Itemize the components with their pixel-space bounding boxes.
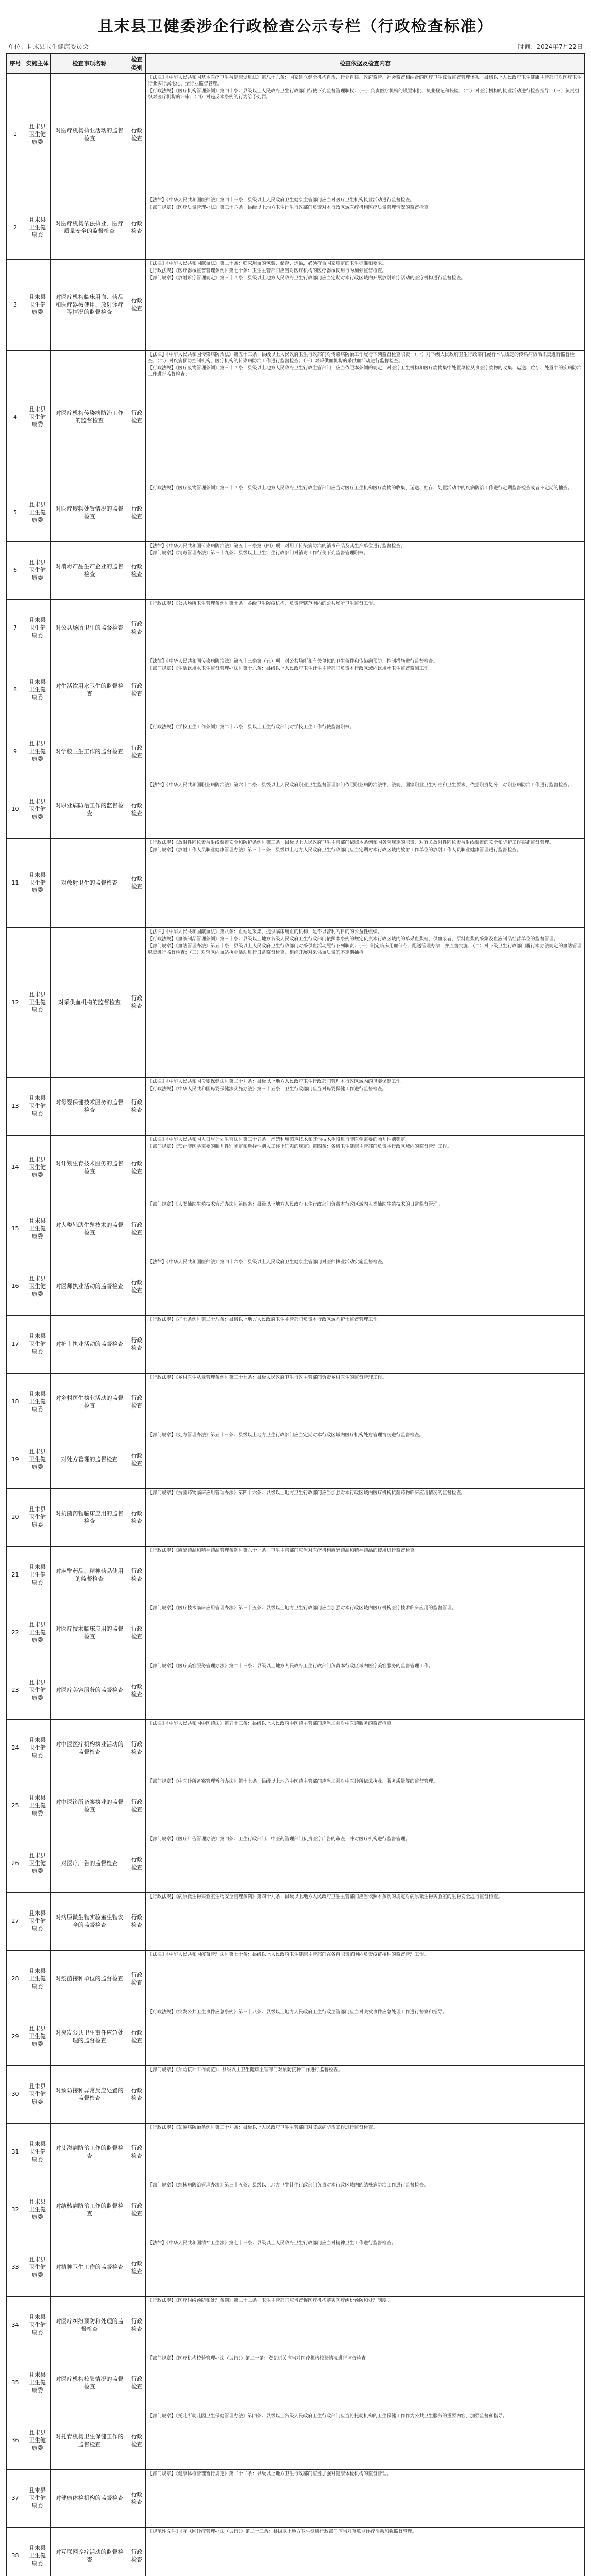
unit-label: 单位：且末县卫生健康委员会 [8, 43, 89, 50]
row-type: 行政检查 [128, 196, 146, 260]
row-number: 2 [7, 196, 24, 260]
row-type: 行政检查 [128, 1662, 146, 1720]
row-item: 对健康体检机构的监督检查 [51, 2470, 128, 2528]
row-basis [146, 1777, 585, 1835]
row-basis [146, 484, 585, 542]
row-item: 对医师执业活动的监督检查 [51, 1258, 128, 1316]
row-subject: 且末县卫生健康委 [24, 2239, 51, 2297]
table-row [7, 2181, 585, 2239]
row-subject: 且末县卫生健康委 [24, 1547, 51, 1604]
row-number: 12 [7, 928, 24, 1078]
row-basis [146, 2297, 585, 2354]
basis-paragraph: 【法律】《中华人民共和国中医药法》第五十三条：县级以上人民政府中医药主管部门应当加强对中医药服务的监督检查。 [148, 1721, 396, 1726]
row-subject: 且末县卫生健康委 [24, 2528, 51, 2576]
row-item: 对病原微生物实验室生物安全的监督检查 [51, 1893, 128, 1951]
row-number: 16 [7, 1258, 24, 1316]
row-item: 对医疗机构临床用血、药品和医疗器械使用、放射诊疗等情况的监督检查 [51, 260, 128, 351]
basis-paragraph: 【行政法规】《放射性同位素与射线装置安全和防护条例》第三条：县级以上人民政府卫生主管部门依照本条例和国务院规定的职责，对有关放射性同位素与射线装置的安全和防护工作实施监督管理。 [148, 840, 554, 845]
row-type: 行政检查 [128, 1374, 146, 1431]
row-type: 行政检查 [128, 74, 146, 196]
row-number: 34 [7, 2297, 24, 2354]
inspection-table [6, 53, 585, 2576]
row-subject: 且末县卫生健康委 [24, 1720, 51, 1777]
row-type: 行政检查 [128, 542, 146, 600]
header-subject: 实施主体 [24, 54, 51, 74]
row-type: 行政检查 [128, 2181, 146, 2239]
row-item: 对艾滋病防治工作的监督检查 [51, 2124, 128, 2181]
row-subject: 且末县卫生健康委 [24, 1431, 51, 1489]
row-basis [146, 2354, 585, 2412]
row-subject: 且末县卫生健康委 [24, 351, 51, 484]
header-item: 检查事项名称 [51, 54, 128, 74]
row-basis [146, 2470, 585, 2528]
table-row [7, 600, 585, 657]
table-row [7, 1547, 585, 1604]
row-basis [146, 1489, 585, 1547]
basis-paragraph: 【部门规章】《医疗广告管理办法》第四条：卫生行政部门、中医药管理部门负责医疗广告的审查，并对医疗机构进行监督管理。 [148, 1837, 410, 1842]
row-basis [146, 839, 585, 928]
row-basis [146, 2181, 585, 2239]
row-item: 对中医医疗机构执业活动的监督检查 [51, 1720, 128, 1777]
row-type: 行政检查 [128, 1316, 146, 1374]
row-subject: 且末县卫生健康委 [24, 600, 51, 657]
row-subject: 且末县卫生健康委 [24, 1835, 51, 1893]
basis-paragraph: 【行政法规】《医疗废物管理条例》第三十四条：县级以上地方人民政府卫生行政主管部门应当对医疗卫生机构医疗废物的收集、运送、贮存、处置活动中的疾病防治工作进行定期监督检查或者不定期的抽查。 [148, 486, 572, 491]
row-number: 23 [7, 1662, 24, 1720]
row-number: 13 [7, 1078, 24, 1136]
row-type: 行政检查 [128, 1136, 146, 1200]
basis-paragraph: 【部门规章】《健康体检管理暂行规定》第二十二条：县级以上地方卫生行政部门应当加强对健康体检机构的监督管理。 [148, 2471, 392, 2477]
basis-paragraph: 【法律】《中华人民共和国精神卫生法》第七十三条：县级以上人民政府卫生行政部门应当对精神卫生工作进行监督检查。 [148, 2241, 396, 2246]
row-item: 对公共场所卫生的监督检查 [51, 600, 128, 657]
basis-paragraph: 【行政法规】《医疗机构管理条例》第四十条：县级以上人民政府卫生行政部门行使下列监督管理职权：（一）负责医疗机构的设置审批、执业登记和校验；（二）对医疗机构的执业活动进行检查指导；（三）负责组织对医疗机构的评审；（四）对违反本条例的行为给予处罚。 [148, 89, 580, 100]
row-item: 对医疗纠纷预防和处理的监督检查 [51, 2297, 128, 2354]
table-row [7, 1835, 585, 1893]
basis-paragraph: 【部门规章】《医疗质量管理办法》第三十六条：县级以上地方卫生计生行政部门负责对本行政区域医疗机构医疗质量管理情况的监督检查。 [148, 205, 433, 211]
row-type: 行政检查 [128, 1893, 146, 1951]
row-subject: 且末县卫生健康委 [24, 2354, 51, 2412]
row-basis [146, 657, 585, 723]
table-row [7, 839, 585, 928]
row-type: 行政检查 [128, 2124, 146, 2181]
row-subject: 且末县卫生健康委 [24, 74, 51, 196]
row-number: 8 [7, 657, 24, 723]
basis-paragraph: 【法律】《中华人民共和国医师法》第四十三条：县级以上人民政府卫生健康主管部门应当对医疗卫生机构执业活动进行监督检查。 [148, 198, 415, 203]
basis-paragraph: 【行政法规】《医疗废物管理条例》第三十四条：县级以上地方人民政府卫生行政主管部门，应当依照本条例的规定，对医疗卫生机构和医疗废物集中处置单位从事医疗废物的收集、运送、贮存、处置中的疾病防治工作进行监督检查。 [148, 366, 582, 378]
basis-paragraph: 【部门规章】《托儿所幼儿园卫生保健管理办法》第四条：县级以上各级人民政府卫生行政部门应当将托幼机构的卫生保健工作作为公共卫生服务的重要内容，加强监督和指导。 [148, 2414, 508, 2419]
row-subject: 且末县卫生健康委 [24, 1604, 51, 1662]
row-basis [146, 2239, 585, 2297]
row-subject: 且末县卫生健康委 [24, 1374, 51, 1431]
basis-paragraph: 【法律】《中华人民共和国职业病防治法》第六十二条：县级以上人民政府职业卫生监督管理部门依照职业病防治法律、法规、国家职业卫生标准和卫生要求，依据职责划分，对职业病防治工作进行监督检查。 [148, 783, 572, 788]
row-subject: 且末县卫生健康委 [24, 1316, 51, 1374]
row-subject: 且末县卫生健康委 [24, 1078, 51, 1136]
table-row [7, 351, 585, 484]
row-subject: 且末县卫生健康委 [24, 2470, 51, 2528]
row-type: 行政检查 [128, 1835, 146, 1893]
row-basis [146, 1547, 585, 1604]
row-basis [146, 196, 585, 260]
basis-paragraph: 【法律】《中华人民共和国人口与计划生育法》第三十五条：严禁利用超声技术和其他技术手段进行非医学需要的胎儿性别鉴定。 [148, 1137, 410, 1142]
basis-paragraph: 【部门规章】《人类辅助生殖技术管理办法》第四条：县级以上地方人民政府卫生行政部门负责本行政区域内人类辅助生殖技术的日常监督管理。 [148, 1202, 443, 1207]
basis-paragraph: 【行政法规】《艾滋病防治条例》第三十九条：县级以上人民政府卫生主管部门对艾滋病防治工作进行监督检查。 [148, 2125, 378, 2130]
basis-paragraph: 【行政法规】《突发公共卫生事件应急条例》第三十八条：县级以上地方人民政府卫生行政主管部门应当对突发事件应急处理工作进行督察和指导。 [148, 2010, 447, 2015]
row-number: 32 [7, 2181, 24, 2239]
row-item: 对结核病防治工作的监督检查 [51, 2181, 128, 2239]
table-row [7, 1489, 585, 1547]
basis-paragraph: 【部门规章】《放射诊疗管理规定》第三十四条：县级以上地方人民政府卫生行政部门应当定期对本行政区域内开展放射诊疗活动的医疗机构进行监督检查。 [148, 276, 466, 281]
table-row [7, 74, 585, 196]
row-item: 对人类辅助生殖技术的监督检查 [51, 1200, 128, 1258]
row-number: 11 [7, 839, 24, 928]
header-basis: 检查依据及检查内容 [146, 54, 585, 74]
row-type: 行政检查 [128, 839, 146, 928]
table-row [7, 2239, 585, 2297]
date-label: 时间：2024年7月22日 [518, 43, 583, 50]
row-item: 对职业病防治工作的监督检查 [51, 781, 128, 839]
row-type: 行政检查 [128, 1547, 146, 1604]
row-number: 30 [7, 2066, 24, 2124]
table-row [7, 1078, 585, 1136]
row-type: 行政检查 [128, 2412, 146, 2470]
table-row [7, 2354, 585, 2412]
row-basis [146, 1893, 585, 1951]
basis-paragraph: 【部门规章】《处方管理办法》第五十三条：县级以上地方卫生行政部门应当定期对本行政区域内医疗机构处方管理情况进行监督检查。 [148, 1433, 424, 1438]
table-row [7, 1431, 585, 1489]
row-number: 33 [7, 2239, 24, 2297]
row-number: 1 [7, 74, 24, 196]
table-row [7, 1893, 585, 1951]
row-item: 对医疗机构依法执业、医疗质量安全的监督检查 [51, 196, 128, 260]
row-subject: 且末县卫生健康委 [24, 542, 51, 600]
row-type: 行政检查 [128, 1604, 146, 1662]
row-item: 对麻醉药品、精神药品使用的监督检查 [51, 1547, 128, 1604]
row-number: 9 [7, 723, 24, 781]
basis-paragraph: 【部门规章】《结核病防治管理办法》第三十五条：县级以上地方卫生计生行政部门负责对本行政区域内的结核病防治工作进行监督检查。 [148, 2183, 429, 2188]
row-item: 对计划生育技术服务的监督检查 [51, 1136, 128, 1200]
basis-paragraph: 【法律】《中华人民共和国母婴保健法》第二十九条：县级以上地方人民政府卫生行政部门管理本行政区域内的母婴保健工作。 [148, 1079, 406, 1084]
table-row [7, 1604, 585, 1662]
basis-paragraph: 【法律】《中华人民共和国基本医疗卫生与健康促进法》第八十六条：国家建立健全机构自治、行业自律、政府监管、社会监督相结合的医疗卫生综合监督管理体系。县级以上人民政府卫生健康主管部门对医疗卫生行业实行属地化、全行业监督管理。 [148, 75, 582, 87]
basis-paragraph: 【法律】《中华人民共和国疫苗管理法》第七十条：县级以上人民政府卫生健康主管部门在各自职责范围内负责疫苗接种的监督管理工作。 [148, 1952, 429, 1957]
row-type: 行政检查 [128, 2239, 146, 2297]
row-number: 15 [7, 1200, 24, 1258]
basis-paragraph: 【部门规章】《预防接种工作规范》：县级以上卫生健康主管部门对预防接种工作进行监督检查。 [148, 2067, 343, 2073]
row-number: 21 [7, 1547, 24, 1604]
row-number: 28 [7, 1951, 24, 2008]
row-subject: 且末县卫生健康委 [24, 928, 51, 1078]
row-number: 10 [7, 781, 24, 839]
row-type: 行政检查 [128, 1720, 146, 1777]
table-row [7, 2008, 585, 2066]
row-item: 对采供血机构的监督检查 [51, 928, 128, 1078]
row-basis [146, 74, 585, 196]
row-subject: 且末县卫生健康委 [24, 2066, 51, 2124]
row-item: 对中医诊所备案执业的监督检查 [51, 1777, 128, 1835]
row-number: 3 [7, 260, 24, 351]
row-basis [146, 1078, 585, 1136]
row-item: 对医疗美容服务的监督检查 [51, 1662, 128, 1720]
row-number: 5 [7, 484, 24, 542]
row-type: 行政检查 [128, 1078, 146, 1136]
row-type: 行政检查 [128, 657, 146, 723]
table-row [7, 723, 585, 781]
row-basis [146, 2528, 585, 2576]
basis-paragraph: 【部门规章】《医疗技术临床应用管理办法》第三十五条：县级以上地方卫生行政部门应当加强对本行政区域内医疗机构医疗技术临床应用的监督管理。 [148, 1606, 457, 1611]
basis-paragraph: 【行政法规】《公共场所卫生管理条例》第十条：各级卫生防疫机构，负责管辖范围内的公共场所卫生监督工作。 [148, 601, 378, 606]
row-basis [146, 600, 585, 657]
table-row [7, 657, 585, 723]
row-type: 行政检查 [128, 1951, 146, 2008]
row-item: 对预防接种异常反应处置的监督检查 [51, 2066, 128, 2124]
row-subject: 且末县卫生健康委 [24, 781, 51, 839]
row-basis [146, 1662, 585, 1720]
row-type: 行政检查 [128, 2066, 146, 2124]
basis-paragraph: 【法律】《中华人民共和国献血法》第八条：血站是采集、提供临床用血的机构，是不以营利为目的的公益性组织。 [148, 929, 382, 935]
basis-paragraph: 【部门规章】《消毒管理办法》第三十九条：县级以上卫生计生行政部门对消毒工作行使下列监督管理职权。 [148, 551, 368, 556]
row-basis [146, 542, 585, 600]
header-no: 序号 [7, 54, 24, 74]
row-number: 7 [7, 600, 24, 657]
row-type: 行政检查 [128, 600, 146, 657]
basis-paragraph: 【行政法规】《乡村医生从业管理条例》第三十七条：县级人民政府卫生行政主管部门负责乡村医生的监督管理工作。 [148, 1375, 387, 1380]
row-number: 18 [7, 1374, 24, 1431]
row-subject: 且末县卫生健康委 [24, 1777, 51, 1835]
row-number: 37 [7, 2470, 24, 2528]
table-row [7, 1374, 585, 1431]
basis-paragraph: 【行政法规】《医疗器械监督管理条例》第七十条：卫生主管部门应当对医疗机构的医疗器械使用行为加强监督检查。 [148, 268, 387, 274]
basis-paragraph: 【行政法规】《麻醉药品和精神药品管理条例》第六十一条：卫生主管部门应当对医疗机构麻醉药品和精神药品的使用进行监督检查。 [148, 1548, 419, 1553]
basis-paragraph: 【部门规章】《血站管理办法》第五十条：县级以上人民政府卫生行政部门对采供血活动履行下列职责：（一）制定临床用血储存、配送管理办法，并监督实施；（二）对下级卫生行政部门履行本办法规定的血站管理职责进行监督检查；（三）对辖区内血站执业活动进行日常监督检查，组织开展对采供血质量的不定期抽检。 [148, 944, 582, 956]
basis-paragraph: 【法律】《中华人民共和国传染病防治法》第五十三条第（四）项：对用于传染病防治的消毒产品及其生产单位进行监督检查。 [148, 544, 406, 549]
row-item: 对抗菌药物临床应用的监督检查 [51, 1489, 128, 1547]
row-item: 对生活饮用水卫生的监督检查 [51, 657, 128, 723]
row-basis [146, 1200, 585, 1258]
row-subject: 且末县卫生健康委 [24, 2181, 51, 2239]
row-basis [146, 351, 585, 484]
table-row [7, 484, 585, 542]
row-number: 20 [7, 1489, 24, 1547]
page-title: 且末县卫健委涉企行政检查公示专栏（行政检查标准） [97, 18, 494, 36]
row-basis [146, 723, 585, 781]
row-item: 对医疗机构执业活动的监督检查 [51, 74, 128, 196]
row-item: 对突发公共卫生事件应急处理的监督检查 [51, 2008, 128, 2066]
row-item: 对精神卫生工作的监督检查 [51, 2239, 128, 2297]
row-type: 行政检查 [128, 928, 146, 1078]
row-number: 38 [7, 2528, 24, 2576]
row-type: 行政检查 [128, 1258, 146, 1316]
table-row [7, 196, 585, 260]
row-item: 对医疗废物处置情况的监督检查 [51, 484, 128, 542]
header-type: 检查类别 [128, 54, 146, 74]
basis-paragraph: 【部门规章】《生活饮用水卫生监督管理办法》第十六条：县级以上人民政府卫生计生主管部门负责本行政区域内饮用水卫生监督监测工作。 [148, 666, 433, 672]
basis-paragraph: 【行政法规】《血液制品管理条例》第三十条：县级以上地方各级人民政府卫生行政部门依照本条例的规定负责本行政区域内的单采血浆站、供血浆者、原料血浆的采集及血液制品经营单位的监督管理。 [148, 937, 559, 942]
row-type: 行政检查 [128, 2354, 146, 2412]
row-type: 行政检查 [128, 2008, 146, 2066]
basis-paragraph: 【行政法规】《医疗纠纷预防和处理条例》第二十二条：卫生主管部门应当督促医疗机构落实医疗纠纷预防和处理制度。 [148, 2298, 392, 2303]
row-basis [146, 1431, 585, 1489]
row-basis [146, 2412, 585, 2470]
basis-paragraph: 【法律】《中华人民共和国献血法》第二十条：临床用血的包装、储存、运输，必须符合国家规定的卫生标准和要求。 [148, 261, 387, 266]
table-body [7, 74, 585, 2576]
table-row [7, 2528, 585, 2576]
row-number: 31 [7, 2124, 24, 2181]
row-item: 对处方管理的监督检查 [51, 1431, 128, 1489]
table-row [7, 1662, 585, 1720]
row-subject: 且末县卫生健康委 [24, 2412, 51, 2470]
row-subject: 且末县卫生健康委 [24, 2008, 51, 2066]
row-basis [146, 2066, 585, 2124]
row-subject: 且末县卫生健康委 [24, 1200, 51, 1258]
row-item: 对消毒产品生产企业的监督检查 [51, 542, 128, 600]
row-subject: 且末县卫生健康委 [24, 1136, 51, 1200]
row-subject: 且末县卫生健康委 [24, 196, 51, 260]
row-number: 35 [7, 2354, 24, 2412]
basis-paragraph: 【部门规章】《放射工作人员职业健康管理办法》第三十三条：县级以上地方人民政府卫生行政部门应当定期对本行政区域内放射工作单位的放射工作人员职业健康管理进行监督检查。 [148, 848, 521, 853]
row-basis [146, 1316, 585, 1374]
row-item: 对护士执业活动的监督检查 [51, 1316, 128, 1374]
row-subject: 且末县卫生健康委 [24, 1489, 51, 1547]
row-type: 行政检查 [128, 781, 146, 839]
table-row [7, 781, 585, 839]
row-type: 行政检查 [128, 2528, 146, 2576]
basis-paragraph: 【部门规章】《医疗机构校验管理办法（试行）》第二十条：登记机关应当对医疗机构校验情况进行监督检查。 [148, 2356, 371, 2361]
row-subject: 且末县卫生健康委 [24, 260, 51, 351]
basis-paragraph: 【规范性文件】《互联网诊疗管理办法（试行）》第二十三条：县级以上地方卫生健康行政部门应当对互联网诊疗活动加强监督管理。 [148, 2529, 417, 2534]
table-row [7, 1951, 585, 2008]
row-basis [146, 1951, 585, 2008]
row-item: 对医疗机构校验情况的监督检查 [51, 2354, 128, 2412]
row-subject: 且末县卫生健康委 [24, 484, 51, 542]
row-subject: 且末县卫生健康委 [24, 1951, 51, 2008]
row-item: 对医疗机构传染病防治工作的监督检查 [51, 351, 128, 484]
basis-paragraph: 【法律】《中华人民共和国传染病防治法》第五十三条：县级以上人民政府卫生行政部门对传染病防治工作履行下列监督检查职责：（一）对下级人民政府卫生行政部门履行本法规定的传染病防治职责进行监督检查；（二）对疾病预防控制机构、医疗机构的传染病防治工作进行监督检查；（三）对采供血机构的采供血活动进行监督检查。 [148, 352, 575, 364]
row-number: 6 [7, 542, 24, 600]
row-item: 对学校卫生工作的监督检查 [51, 723, 128, 781]
basis-paragraph: 【法律】《中华人民共和国医师法》第四十六条：县级以上人民政府卫生健康主管部门对医师执业活动实施监督检查。 [148, 1260, 387, 1265]
basis-paragraph: 【法律】《中华人民共和国传染病防治法》第五十三条第（五）项：对公共场所和有关单位的卫生条件和传染病预防、控制措施进行监督检查。 [148, 659, 438, 664]
row-basis [146, 928, 585, 1078]
row-item: 对托育机构卫生保健工作的监督检查 [51, 2412, 128, 2470]
row-basis [146, 1374, 585, 1431]
table-row [7, 2066, 585, 2124]
row-subject: 且末县卫生健康委 [24, 723, 51, 781]
row-item: 对疫苗接种单位的监督检查 [51, 1951, 128, 2008]
row-subject: 且末县卫生健康委 [24, 1893, 51, 1951]
row-basis [146, 781, 585, 839]
basis-paragraph: 【部门规章】《医疗美容服务管理办法》第二十三条：县级以上地方人民政府卫生行政部门负责本行政区域内医疗美容服务的监督管理工作。 [148, 1664, 433, 1669]
row-number: 17 [7, 1316, 24, 1374]
row-item: 对放射卫生的监督检查 [51, 839, 128, 928]
row-basis [146, 1720, 585, 1777]
row-basis [146, 1604, 585, 1662]
basis-paragraph: 【部门规章】《抗菌药物临床应用管理办法》第四十六条：县级以上地方卫生行政部门应当加强对本行政区域内医疗机构抗菌药物临床应用情况的监督检查。 [148, 1490, 466, 1496]
table-row [7, 928, 585, 1078]
basis-paragraph: 【行政法规】《中华人民共和国母婴保健法实施办法》第三十五条：卫生行政部门应当对母婴保健工作进行监督检查。 [148, 1087, 387, 1092]
row-type: 行政检查 [128, 2470, 146, 2528]
table-row [7, 542, 585, 600]
table-row [7, 2470, 585, 2528]
row-number: 27 [7, 1893, 24, 1951]
row-number: 22 [7, 1604, 24, 1662]
row-basis [146, 2124, 585, 2181]
row-basis [146, 2008, 585, 2066]
row-item: 对乡村医生执业活动的监督检查 [51, 1374, 128, 1431]
table-row [7, 1200, 585, 1258]
table-row [7, 1258, 585, 1316]
row-subject: 且末县卫生健康委 [24, 2124, 51, 2181]
row-number: 14 [7, 1136, 24, 1200]
row-number: 29 [7, 2008, 24, 2066]
row-number: 26 [7, 1835, 24, 1893]
row-number: 24 [7, 1720, 24, 1777]
row-basis [146, 260, 585, 351]
table-row [7, 2297, 585, 2354]
row-subject: 且末县卫生健康委 [24, 839, 51, 928]
row-subject: 且末县卫生健康委 [24, 2297, 51, 2354]
basis-paragraph: 【部门规章】《禁止非医学需要的胎儿性别鉴定和选择性别人工终止妊娠的规定》第四条：各级卫生健康主管部门负责本行政区域内的监督管理工作。 [148, 1144, 452, 1150]
row-basis [146, 1258, 585, 1316]
row-number: 36 [7, 2412, 24, 2470]
row-subject: 且末县卫生健康委 [24, 657, 51, 723]
table-header-row [7, 54, 585, 74]
row-number: 4 [7, 351, 24, 484]
row-type: 行政检查 [128, 723, 146, 781]
row-number: 19 [7, 1431, 24, 1489]
row-type: 行政检查 [128, 2297, 146, 2354]
row-item: 对互联网诊疗活动的监督检查 [51, 2528, 128, 2576]
row-type: 行政检查 [128, 351, 146, 484]
row-subject: 且末县卫生健康委 [24, 1258, 51, 1316]
table-row [7, 2124, 585, 2181]
table-row [7, 1777, 585, 1835]
table-row [7, 1316, 585, 1374]
table-row [7, 1720, 585, 1777]
row-type: 行政检查 [128, 1200, 146, 1258]
table-row [7, 2412, 585, 2470]
row-item: 对医疗广告的监督检查 [51, 1835, 128, 1893]
basis-paragraph: 【行政法规】《学校卫生工作条例》第二十八条：县以上卫生行政部门对学校卫生工作行使监督职权。 [148, 725, 354, 730]
basis-paragraph: 【行政法规】《护士条例》第二十八条：县级以上地方人民政府卫生主管部门负责本行政区域内护士监督管理工作。 [148, 1317, 382, 1323]
table-row [7, 260, 585, 351]
row-type: 行政检查 [128, 484, 146, 542]
row-basis [146, 1136, 585, 1200]
meta-line [6, 42, 585, 53]
row-basis [146, 1835, 585, 1893]
basis-paragraph: 【行政法规】《病原微生物实验室生物安全管理条例》第四十九条：县级以上地方人民政府卫生主管部门应当依照本条例的规定对病原微生物实验室的生物安全进行监督检查。 [148, 1894, 503, 1900]
basis-paragraph: 【部门规章】《中医诊所备案管理暂行办法》第十七条：县级以上地方中医药主管部门应当加强对中医诊所依法执业、服务质量等的监督管理。 [148, 1779, 438, 1784]
row-type: 行政检查 [128, 1777, 146, 1835]
row-item: 对母婴保健技术服务的监督检查 [51, 1078, 128, 1136]
row-subject: 且末县卫生健康委 [24, 1662, 51, 1720]
row-type: 行政检查 [128, 1489, 146, 1547]
row-type: 行政检查 [128, 1431, 146, 1489]
row-type: 行政检查 [128, 260, 146, 351]
table-row [7, 1136, 585, 1200]
row-number: 25 [7, 1777, 24, 1835]
row-item: 对医疗技术临床应用的监督检查 [51, 1604, 128, 1662]
